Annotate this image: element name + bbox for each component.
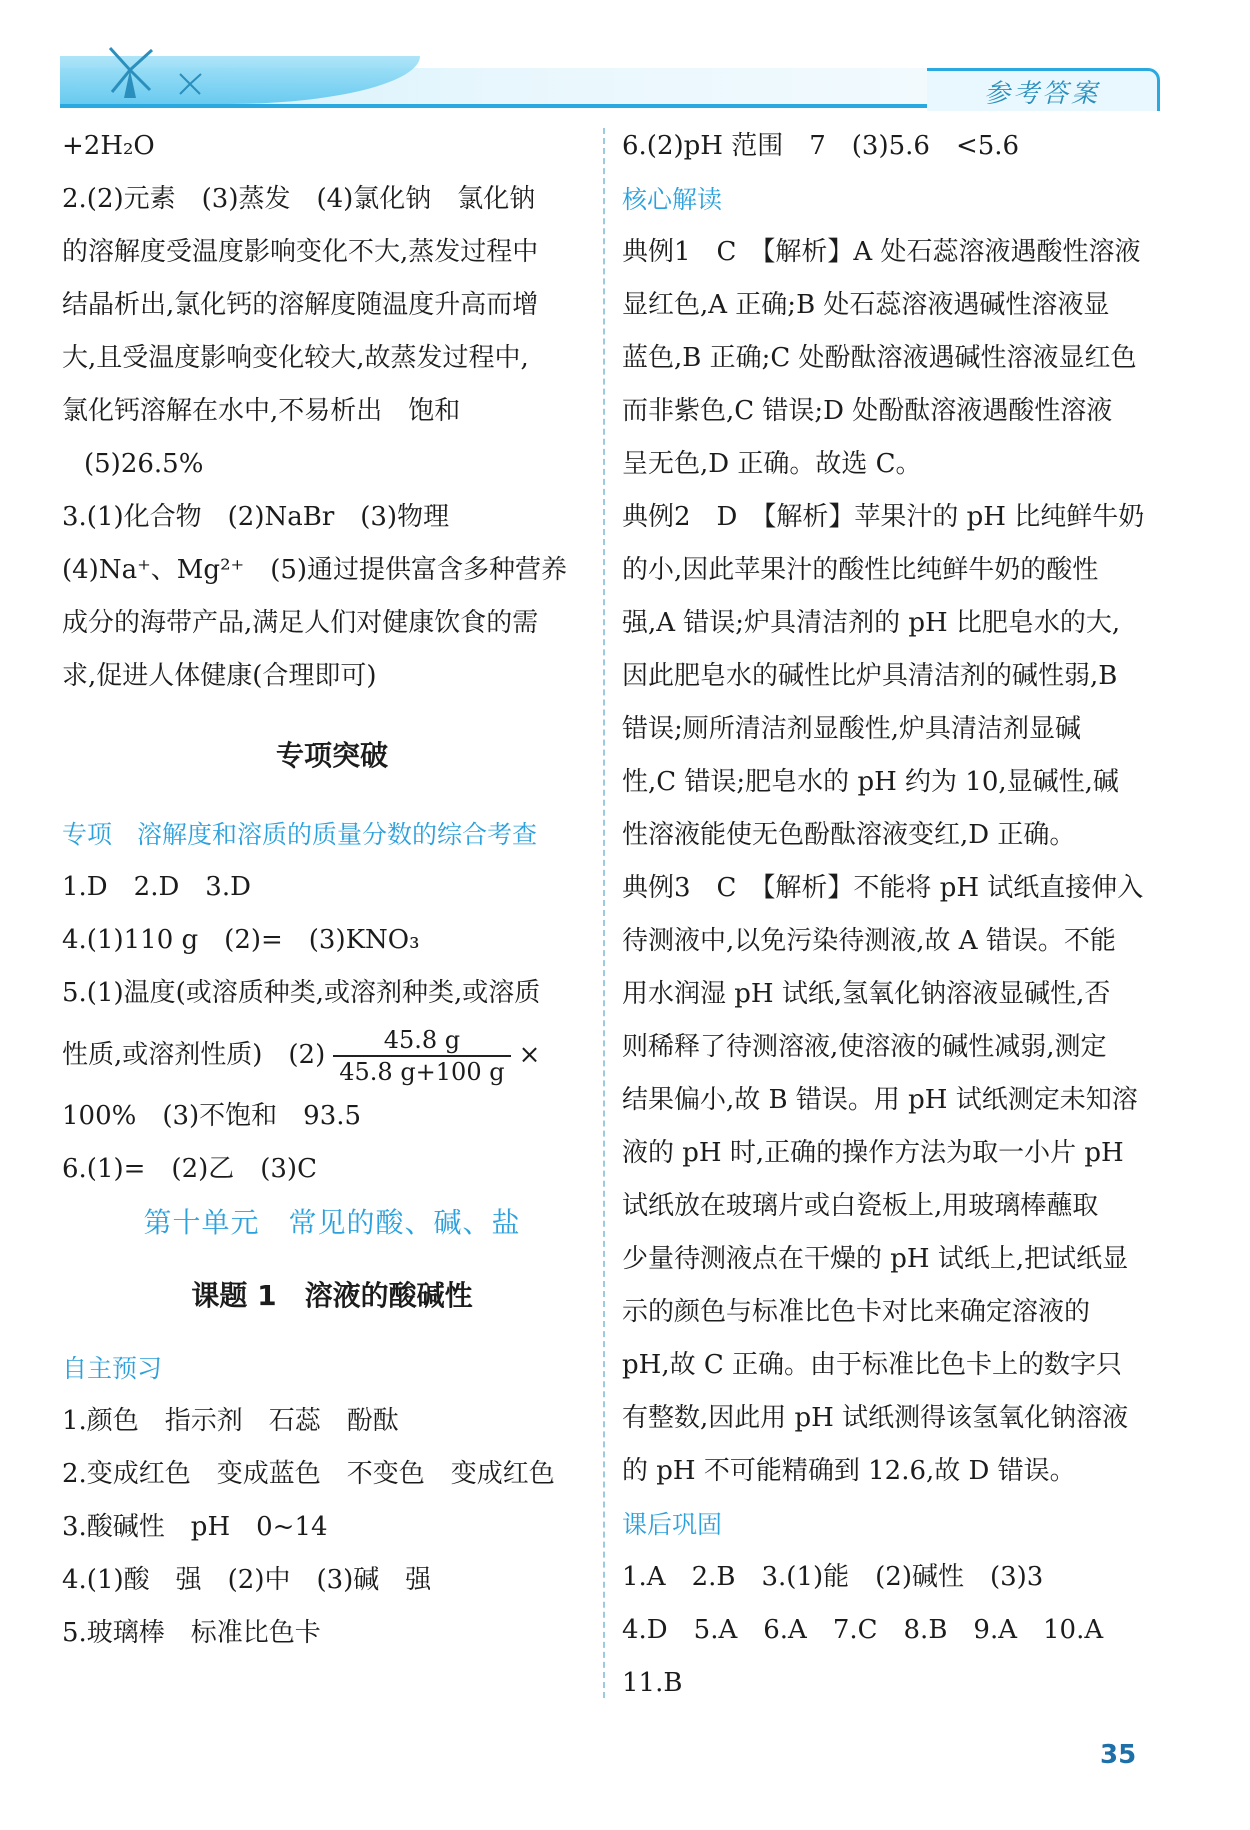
text-line: 6.(2)pH 范围 7 (3)5.6 <5.6	[622, 131, 1020, 161]
text-line: 典例2 D 【解析】苹果汁的 pH 比纯鲜牛奶	[622, 502, 1145, 532]
text-line: 求,促进人体健康(合理即可)	[62, 661, 377, 691]
column-divider	[603, 128, 605, 1698]
text-line: 100% (3)不饱和 93.5	[62, 1101, 362, 1131]
text-line: 因此肥皂水的碱性比炉具清洁剂的碱性弱,B	[622, 661, 1118, 691]
text-line: (4)Na⁺、Mg²⁺ (5)通过提供富含多种营养	[62, 555, 568, 585]
text-line: 示的颜色与标准比色卡对比来确定溶液的	[622, 1297, 1091, 1327]
text-line: 5.(1)温度(或溶质种类,或溶剂种类,或溶质	[62, 978, 541, 1008]
text-line: 典例3 C 【解析】不能将 pH 试纸直接伸入	[622, 873, 1144, 903]
text-line: 少量待测液点在干燥的 pH 试纸上,把试纸显	[622, 1244, 1129, 1274]
special-topic-heading: 专项 溶解度和溶质的质量分数的综合考查	[62, 820, 538, 849]
text-line: 5.玻璃棒 标准比色卡	[62, 1618, 321, 1648]
page-header	[60, 40, 1160, 110]
text-line: 有整数,因此用 pH 试纸测得该氢氧化钠溶液	[622, 1403, 1129, 1433]
text-line: 性溶液能使无色酚酞溶液变红,D 正确。	[622, 820, 1076, 850]
text-line: 成分的海带产品,满足人们对健康饮食的需	[62, 608, 539, 638]
text-line: 强,A 错误;炉具清洁剂的 pH 比肥皂水的大,	[622, 608, 1121, 638]
unit-title: 第十单元 常见的酸、碱、盐	[143, 1206, 521, 1239]
text-line: 4.(1)110 g (2)= (3)KNO₃	[62, 925, 420, 955]
mass-fraction	[333, 1025, 510, 1087]
text-line: 结晶析出,氯化钙的溶解度随温度升高而增	[62, 290, 539, 320]
text-line: 4.D 5.A 6.A 7.C 8.B 9.A 10.A	[622, 1615, 1104, 1645]
text-line: 的小,因此苹果汁的酸性比纯鲜牛奶的酸性	[622, 555, 1099, 585]
text-line: 氯化钙溶解在水中,不易析出 饱和	[62, 396, 461, 426]
fraction-denominator: 45.8 g+100 g	[339, 1058, 505, 1086]
text-line: (5)26.5%	[84, 449, 204, 479]
text-line: 而非紫色,C 错误;D 处酚酞溶液遇酸性溶液	[622, 396, 1113, 426]
text-line: 呈无色,D 正确。故选 C。	[622, 449, 922, 479]
text-line: 显红色,A 正确;B 处石蕊溶液遇碱性溶液显	[622, 290, 1110, 320]
lesson-title: 课题 1 溶液的酸碱性	[191, 1279, 473, 1312]
fraction-numerator: 45.8 g	[333, 1025, 510, 1057]
text-line: 4.(1)酸 强 (2)中 (3)碱 强	[62, 1565, 432, 1595]
text-line: 用水润湿 pH 试纸,氢氧化钠溶液显碱性,否	[622, 979, 1111, 1009]
fraction-line	[62, 1020, 602, 1090]
spacer	[62, 782, 602, 808]
text-line: 的溶解度受温度影响变化不大,蒸发过程中	[62, 237, 539, 267]
core-heading: 核心解读	[622, 185, 723, 214]
left-column	[62, 120, 602, 1660]
text-span: 性质,或溶剂性质) (2)	[62, 1040, 326, 1070]
text-line: 试纸放在玻璃片或白瓷板上,用玻璃棒蘸取	[622, 1191, 1099, 1221]
text-line: 蓝色,B 正确;C 处酚酞溶液遇碱性溶液显红色	[622, 343, 1137, 373]
answer-key-tab: 参考答案	[927, 68, 1160, 111]
text-line: 6.(1)= (2)乙 (3)C	[62, 1154, 317, 1184]
page-number: 35	[1100, 1740, 1137, 1770]
right-column	[622, 120, 1162, 1710]
text-line: 2.(2)元素 (3)蒸发 (4)氯化钠 氯化钠	[62, 184, 536, 214]
text-line: 3.(1)化合物 (2)NaBr (3)物理	[62, 502, 450, 532]
text-line: 错误;厕所清洁剂显酸性,炉具清洁剂显碱	[622, 714, 1082, 744]
spacer	[62, 703, 602, 729]
text-line: 的 pH 不可能精确到 12.6,故 D 错误。	[622, 1456, 1076, 1486]
text-line: 1.A 2.B 3.(1)能 (2)碱性 (3)3	[622, 1562, 1044, 1592]
times-sign: ×	[518, 1040, 541, 1070]
text-line: pH,故 C 正确。由于标准比色卡上的数字只	[622, 1350, 1123, 1380]
text-line: 1.颜色 指示剂 石蕊 酚酞	[62, 1406, 399, 1436]
preview-heading: 自主预习	[62, 1354, 163, 1383]
text-line: 1.D 2.D 3.D	[62, 872, 251, 902]
text-line: 结果偏小,故 B 错误。用 pH 试纸测定未知溶	[622, 1085, 1138, 1115]
spacer	[62, 1249, 602, 1269]
text-line: 待测液中,以免污染待测液,故 A 错误。不能	[622, 926, 1116, 956]
windmill-icon	[90, 40, 250, 100]
text-line: +2H₂O	[62, 131, 155, 161]
after-class-heading: 课后巩固	[622, 1510, 723, 1539]
text-line: 典例1 C 【解析】A 处石蕊溶液遇酸性溶液	[622, 237, 1141, 267]
text-line: 大,且受温度影响变化较大,故蒸发过程中,	[62, 343, 529, 373]
section-title: 专项突破	[275, 739, 388, 772]
text-line: 性,C 错误;肥皂水的 pH 约为 10,显碱性,碱	[622, 767, 1119, 797]
text-line: 2.变成红色 变成蓝色 不变色 变成红色	[62, 1459, 555, 1489]
spacer	[62, 1322, 602, 1342]
text-line: 11.B	[622, 1668, 683, 1698]
text-line: 则稀释了待测溶液,使溶液的碱性减弱,测定	[622, 1032, 1107, 1062]
text-line: 3.酸碱性 pH 0~14	[62, 1512, 328, 1542]
text-line: 液的 pH 时,正确的操作方法为取一小片 pH	[622, 1138, 1124, 1168]
